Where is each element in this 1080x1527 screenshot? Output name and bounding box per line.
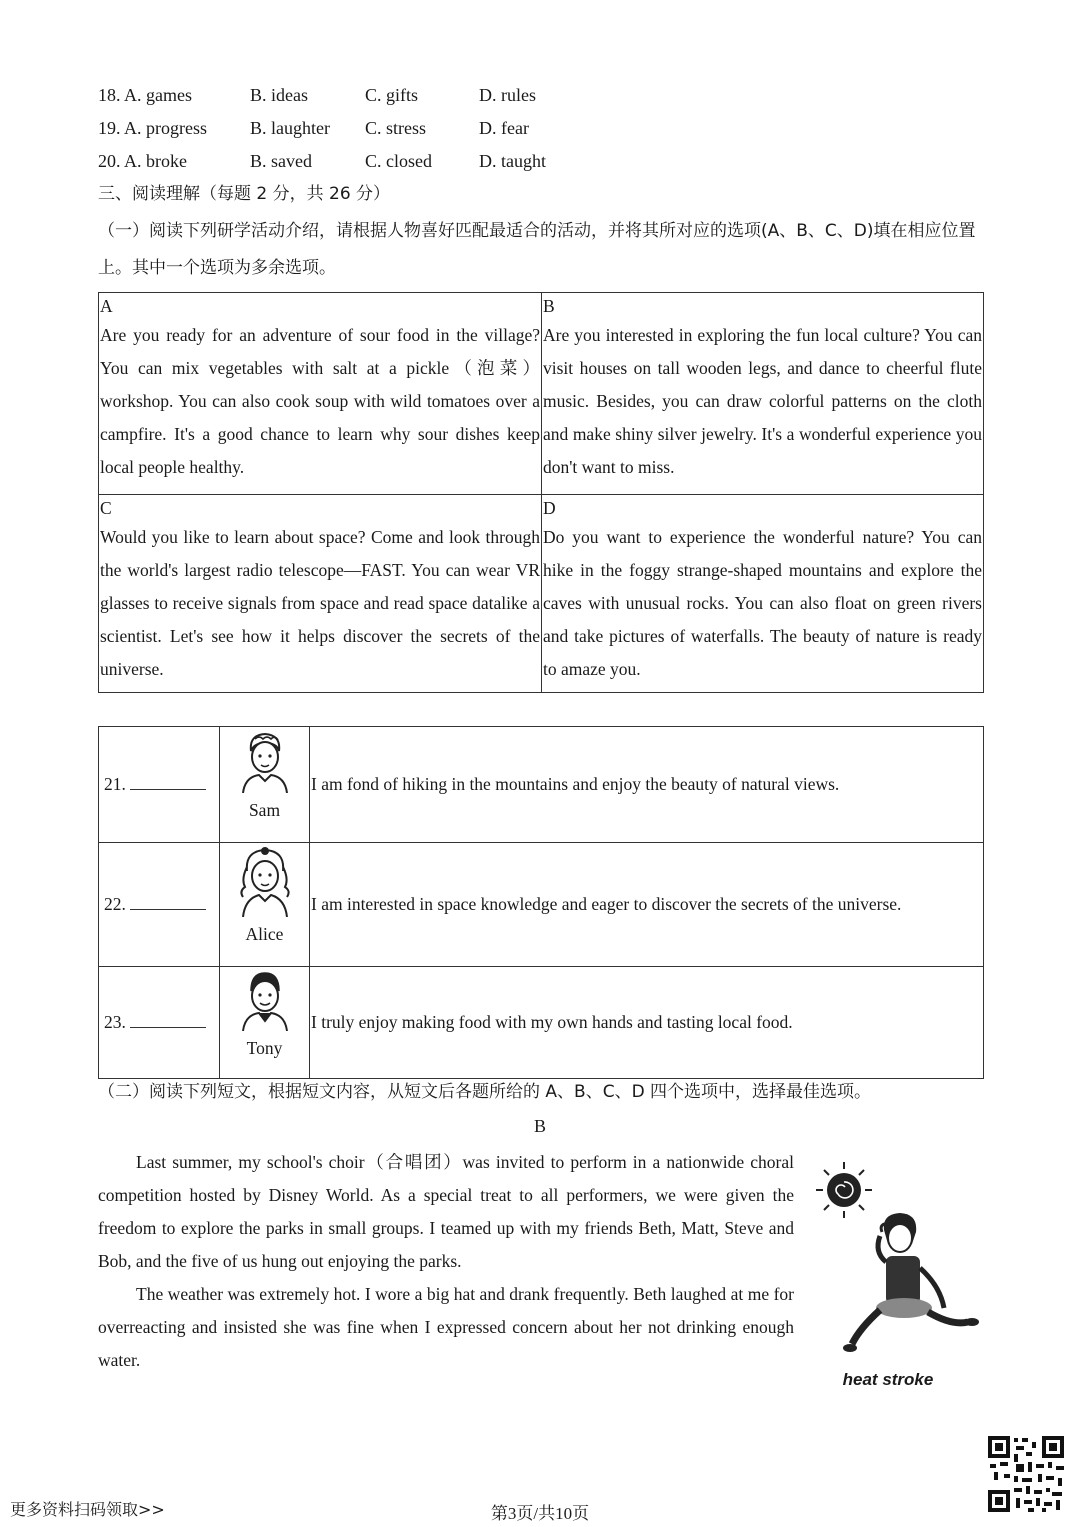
option-a: 19. A. progress — [98, 118, 207, 138]
passage-letter: B — [533, 1116, 546, 1136]
person-statement: I am fond of hiking in the mountains and enjoy the beauty of natural views. — [310, 727, 984, 843]
person-cell — [220, 843, 310, 967]
option-c: C. stress — [365, 118, 427, 138]
person-name: Sam — [248, 800, 281, 820]
girl-sitting-figure — [843, 1213, 979, 1352]
option-a: 20. A. broke — [98, 151, 187, 171]
question-number: 23. — [104, 1012, 126, 1032]
answer-blank[interactable] — [130, 895, 206, 910]
activity-letter: C — [100, 498, 112, 518]
activity-cell-c — [99, 495, 542, 693]
activity-text: Would you like to learn about space? Come and look through the world's largest radio telescope—FAST. You can wear VR glasses to receive signals from space and read space datalike a scientist. Let's see how it helps discover the secrets of the universe. — [100, 527, 540, 679]
answer-blank[interactable] — [130, 775, 206, 790]
person-cell — [220, 967, 310, 1079]
option-a: 18. A. games — [98, 85, 192, 105]
passage-body — [98, 1146, 794, 1377]
answer-blank[interactable] — [130, 1013, 206, 1028]
person-statement: I truly enjoy making food with my own hands and tasting local food. — [310, 967, 984, 1079]
part2-instruction: （二）阅读下列短文，根据短文内容，从短文后各题所给的 A、B、C、D 四个选项中，选择最佳选项。 — [98, 1082, 872, 1102]
activity-cell-a — [99, 293, 542, 495]
person-cell — [220, 727, 310, 843]
illustration-caption: heat stroke — [842, 1370, 934, 1389]
sun-icon — [816, 1162, 872, 1218]
option-b: B. ideas — [250, 85, 308, 105]
activity-text: Are you interested in exploring the fun local culture? You can visit houses on tall wooden legs, and dance to cheerful flute music. Besides, you can draw colorful patterns on the cloth and make shiny silver jewelry. It's a wonderful experience you don't want to miss. — [543, 325, 982, 477]
heat-stroke-illustration — [812, 1158, 992, 1368]
option-c: C. gifts — [365, 85, 419, 105]
option-b: B. laughter — [250, 118, 330, 138]
option-b: B. saved — [250, 151, 312, 171]
activity-cell-d — [542, 495, 984, 693]
question-number: 21. — [104, 774, 126, 794]
passage-paragraph: Last summer, my school's choir（合唱团）was invited to perform in a nationwide choral competition hosted by Disney World. As a special treat to all performers, we were given the freedom to explore the parks in small groups. I teamed up with my friends Beth, Matt, Steve and Bob, and the five of us hung out enjoying the parks. — [98, 1152, 794, 1271]
passage-paragraph: The weather was extremely hot. I wore a big hat and drank frequently. Beth laughed at me for overreacting and insisted she was fine when I expressed concern about her not drinking enough water. — [98, 1284, 794, 1370]
answer-cell-22[interactable] — [99, 843, 220, 967]
option-d: D. rules — [479, 85, 536, 105]
answer-cell-23[interactable] — [99, 967, 220, 1079]
activity-text: Are you ready for an adventure of sour food in the village? You can mix vegetables with salt at a pickle（泡菜）workshop. You can also cook soup with wild tomatoes over a campfire. It's a good chance to learn why sour dishes keep local people healthy. — [100, 325, 540, 477]
activity-letter: A — [100, 296, 113, 316]
question-number: 22. — [104, 894, 126, 914]
option-d: D. fear — [479, 118, 529, 138]
option-d: D. taught — [479, 151, 546, 171]
page-number: 第3页/共10页 — [490, 1504, 590, 1523]
footer-scan-prompt[interactable]: 更多资料扫码领取>> — [10, 1500, 165, 1519]
section-title: 三、阅读理解（每题 2 分，共 26 分） — [98, 184, 391, 204]
activities-table — [98, 292, 984, 693]
activity-cell-b — [542, 293, 984, 495]
boy-avatar-icon — [237, 969, 293, 1031]
boy-avatar-icon — [237, 729, 293, 793]
activity-text: Do you want to experience the wonderful nature? You can hike in the foggy strange-shaped mountains and explore the caves with unusual rocks. You can also float on green rivers and take pictures of waterfalls. The beauty of nature is ready to amaze you. — [543, 527, 982, 679]
answer-cell-21[interactable] — [99, 727, 220, 843]
girl-avatar-icon — [235, 845, 295, 917]
option-c: C. closed — [365, 151, 432, 171]
person-name: Tony — [246, 1038, 283, 1058]
matching-table — [98, 726, 984, 1079]
part1-instruction: （一）阅读下列研学活动介绍，请根据人物喜好匹配最适合的活动，并将其所对应的选项(A、B、C、D)填在相应位置上。其中一个选项为多余选项。 — [98, 221, 976, 278]
person-name: Alice — [245, 924, 284, 944]
activity-letter: D — [543, 498, 556, 518]
person-statement: I am interested in space knowledge and eager to discover the secrets of the universe. — [310, 843, 984, 967]
activity-letter: B — [543, 296, 555, 316]
